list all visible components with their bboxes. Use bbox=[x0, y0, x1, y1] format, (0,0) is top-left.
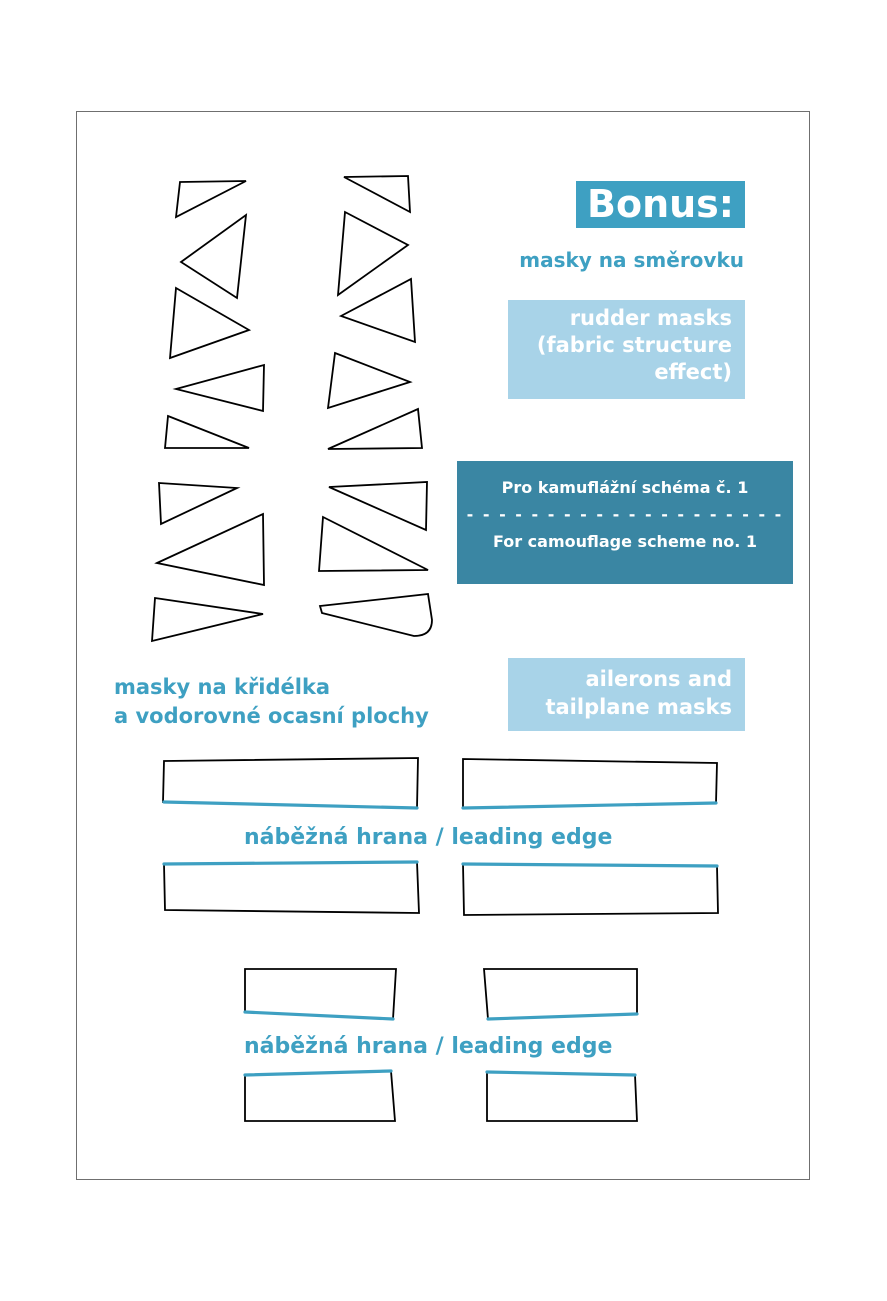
bonus-badge: Bonus: bbox=[576, 181, 745, 228]
rudder-mask-shape bbox=[319, 517, 428, 571]
scheme-label-cz: Pro kamuflážní schéma č. 1 bbox=[501, 478, 749, 497]
rudder-mask-shape bbox=[320, 594, 432, 636]
leading-edge-label-upper: náběžná hrana / leading edge bbox=[244, 825, 613, 850]
rudder-mask-shape bbox=[176, 365, 264, 411]
leading-edge-line bbox=[245, 1071, 391, 1075]
leading-edge-line bbox=[164, 862, 417, 864]
ailerons-title-en-box bbox=[508, 658, 745, 731]
ailerons-title-cz-line: a vodorovné ocasní plochy bbox=[114, 704, 429, 728]
rudder-title-en-line: (fabric structure bbox=[536, 333, 732, 357]
tailplane-mask-shape bbox=[484, 969, 637, 1019]
leading-edge-line bbox=[487, 1072, 635, 1075]
tailplane-mask-shape bbox=[487, 1072, 637, 1121]
leading-edge-line bbox=[463, 803, 716, 808]
leading-edge-label-lower: náběžná hrana / leading edge bbox=[244, 1034, 613, 1059]
scheme-label-en: For camouflage scheme no. 1 bbox=[492, 532, 758, 551]
rudder-title-en-box bbox=[508, 300, 745, 399]
rudder-title-en-line: rudder masks bbox=[569, 306, 732, 330]
ailerons-title-en-line: tailplane masks bbox=[545, 695, 732, 719]
rudder-mask-shape bbox=[329, 482, 427, 530]
rudder-mask-shape bbox=[176, 181, 246, 217]
rudder-mask-shape bbox=[165, 416, 249, 448]
ailerons-title-en-line: ailerons and bbox=[585, 667, 732, 691]
leading-edge-line bbox=[245, 1012, 393, 1019]
scheme-separator: - - - - - - - - - - - - - - - - - - - - bbox=[466, 505, 784, 524]
camouflage-scheme-box bbox=[457, 461, 793, 584]
aileron-mask-shape bbox=[463, 864, 718, 915]
ailerons-title-cz bbox=[114, 673, 429, 731]
aileron-mask-shape bbox=[164, 862, 419, 913]
aileron-mask-shape bbox=[463, 759, 717, 808]
rudder-mask-shape bbox=[157, 514, 264, 585]
rudder-title-cz: masky na směrovku bbox=[519, 248, 744, 272]
leading-edge-line bbox=[463, 864, 717, 866]
tailplane-mask-shape bbox=[245, 1071, 395, 1121]
rudder-mask-shape bbox=[181, 215, 246, 298]
rudder-mask-shape bbox=[152, 598, 263, 641]
leading-edge-line bbox=[488, 1014, 637, 1019]
rudder-title-en-line: effect) bbox=[654, 360, 732, 384]
leading-edge-line bbox=[164, 802, 417, 808]
rudder-mask-shape bbox=[344, 176, 410, 212]
rudder-mask-shape bbox=[328, 409, 422, 449]
aileron-mask-shape bbox=[163, 758, 418, 808]
rudder-mask-shape bbox=[159, 483, 237, 524]
ailerons-title-cz-line: masky na křidélka bbox=[114, 675, 331, 699]
rudder-mask-shape bbox=[328, 353, 410, 408]
rudder-mask-shape bbox=[341, 279, 415, 342]
rudder-mask-shape bbox=[338, 212, 408, 295]
